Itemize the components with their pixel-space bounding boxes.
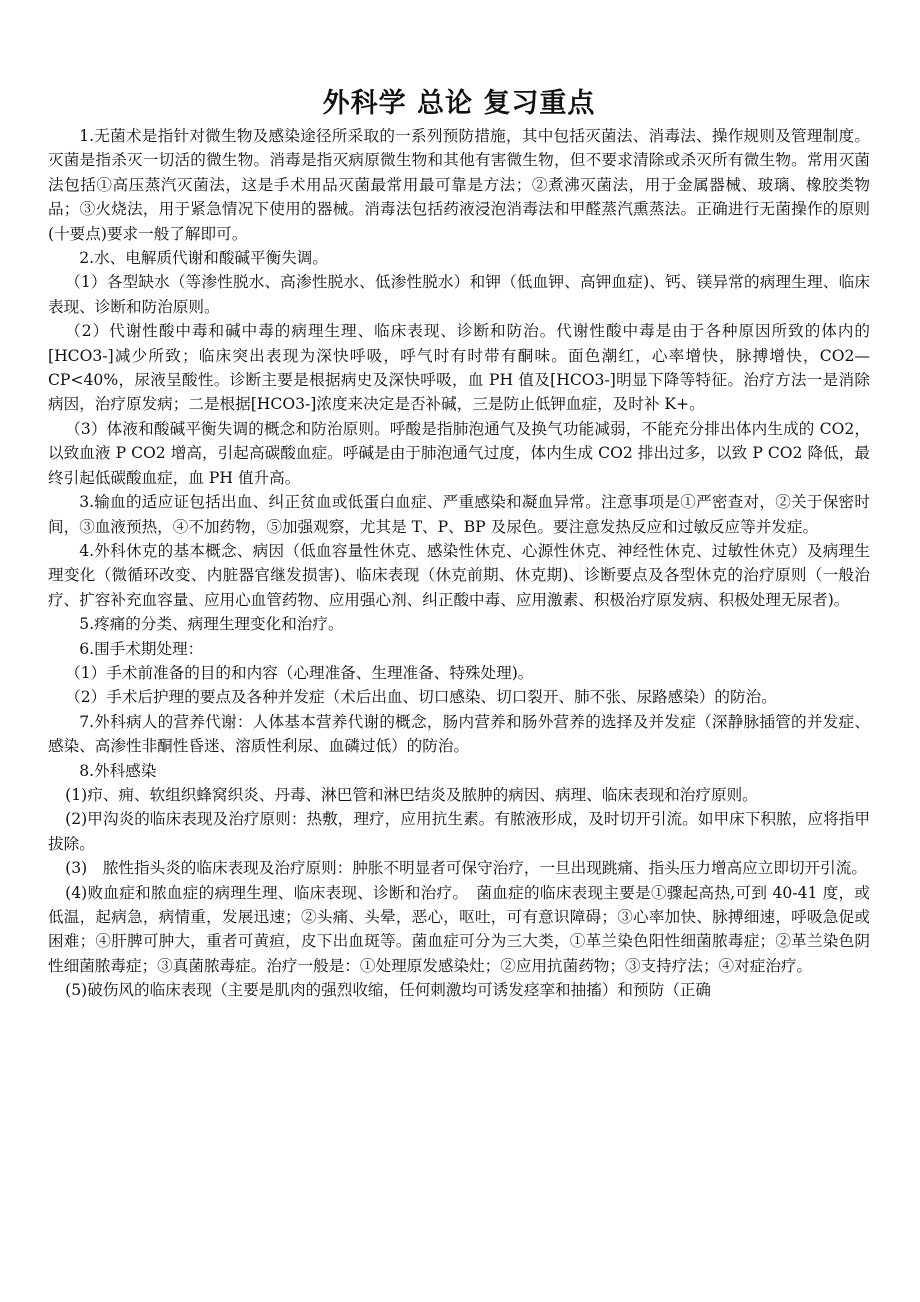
paragraph-postop: （2）手术后护理的要点及各种并发症（术后出血、切口感染、切口裂开、肺不张、尿路感染）的防治。 <box>65 688 777 707</box>
paragraph-pain: 5.疼痛的分类、病理生理变化和治疗。 <box>79 615 344 634</box>
paragraph-aseptic: 1.无菌术是指针对微生物及感染途径所采取的一系列预防措施，其中包括灭菌法、消毒法、操作规则及管理制度。灭菌是指杀灭一切活的微生物。消毒是指灭病原微生物和其他有害微生物，但不要求清除或杀灭所有微生物。常用灭菌法包括①高压蒸汽灭菌法，这是手术用品灭菌最常用最可靠是方法；②煮沸灭菌法，用于金属器械、玻璃、橡胶类物品；③火烧法，用于紧急情况下使用的器械。消毒法包括药液浸泡消毒法和甲醛蒸汽熏蒸法。正确进行无菌操作的原则(十要点)要求一般了解即可。 <box>48 127 870 243</box>
paragraph-nutrition: 7.外科病人的营养代谢：人体基本营养代谢的概念，肠内营养和肠外营养的选择及并发症（深静脉插管的并发症、感染、高渗性非酮性昏迷、溶质性利尿、血磷过低）的防治。 <box>48 712 870 756</box>
document-page <box>48 86 870 1003</box>
page-title: 外科学 总论 复习重点 <box>322 88 596 119</box>
paragraph-metabolic-acidosis: （2）代谢性酸中毒和碱中毒的病理生理、临床表现、诊断和防治。代谢性酸中毒是由于各种原因所致的体内的[HCO3-]减少所致；临床突出表现为深快呼吸，呼气时有时带有酮味。面色潮红，心率增快，脉搏增快，CO2—CP<40%，尿液呈酸性。诊断主要是根据病史及深快呼吸，血 PH 值及[HCO3-]明显下降等特征。治疗方法一是消除病因，治疗原发病；二是根据[HCO3-]浓度来决定是否补碱，三是防止低钾血症，及时补 K+。 <box>48 322 870 414</box>
paragraph-transfusion: 3.输血的适应证包括出血、纠正贫血或低蛋白血症、严重感染和凝血异常。注意事项是①严密查对，②关于保密时间，③血液预热，④不加药物，⑤加强观察，尤其是 T、P、BP 及尿色。要注意发热反应和过敏反应等并发症。 <box>48 493 870 536</box>
paragraph-shock: 4.外科休克的基本概念、病因（低血容量性休克、感染性休克、心源性休克、神经性休克、过敏性休克）及病理生理变化（微循环改变、内脏器官继发损害)、临床表现（休克前期、休克期)、诊断要点及各型休克的治疗原则（一般治疗、扩容补充血容量、应用心血管药物、应用强心剂、纠正酸中毒、应用激素、积极治疗原发病、积极处理无尿者)。 <box>48 541 870 609</box>
paragraph-dehydration: （1）各型缺水（等渗性脱水、高渗性脱水、低渗性脱水）和钾（低血钾、高钾血症)、钙、镁异常的病理生理、临床表现、诊断和防治原则。 <box>48 273 870 316</box>
paragraph-perioperative-heading: 6.围手术期处理： <box>79 639 204 658</box>
paragraph-infection-heading: 8.外科感染 <box>79 761 157 780</box>
paragraph-preop: （1）手术前准备的目的和内容（心理准备、生理准备、特殊处理)。 <box>65 663 534 682</box>
paragraph-tetanus: (5)破伤风的临床表现（主要是肌肉的强烈收缩，任何刺激均可诱发痉挛和抽搐）和预防（正确 <box>65 981 711 1000</box>
paragraph-soft-tissue-infection: (1)疖、痈、软组织蜂窝织炎、丹毒、淋巴管和淋巴结炎及脓肿的病因、病理、临床表现和治疗原则。 <box>65 785 758 804</box>
paragraph-sepsis: (4)败血症和脓血症的病理生理、临床表现、诊断和治疗。 菌血症的临床表现主要是①骤起高热,可到 40-41 度，或低温，起病急，病情重，发展迅速；②头痛、头晕，恶心，呕吐，可有意识障碍；③心率加快、脉搏细速，呼吸急促或困难；④肝脾可肿大，重者可黄疸，皮下出血斑等。菌血症可分为三大类，①革兰染色阳性细菌脓毒症；②革兰染色阴性细菌脓毒症；③真菌脓毒症。治疗一般是：①处理原发感染灶；②应用抗菌药物；③支持疗法；④对症治疗。 <box>48 883 870 975</box>
paragraph-felon: (3) 脓性指头炎的临床表现及治疗原则：肿胀不明显者可保守治疗，一旦出现跳痛、指头压力增高应立即切开引流。 <box>65 859 867 878</box>
paragraph-paronychia: (2)甲沟炎的临床表现及治疗原则：热敷，理疗，应用抗生素。有脓液形成，及时切开引流。如甲床下积脓，应将指甲拔除。 <box>48 810 870 853</box>
paragraph-electrolyte-heading: 2.水、电解质代谢和酸碱平衡失调。 <box>79 249 328 268</box>
paragraph-respiratory-acidosis: （3）体液和酸碱平衡失调的概念和防治原则。呼酸是指肺泡通气及换气功能减弱，不能充分排出体内生成的 CO2，以致血液 P CO2 增高，引起高碳酸血症。呼碱是由于肺泡通气过度，体内生成 CO2 排出过多，以致 P CO2 降低，最终引起低碳酸血症，血 PH 值升高。 <box>48 419 870 487</box>
